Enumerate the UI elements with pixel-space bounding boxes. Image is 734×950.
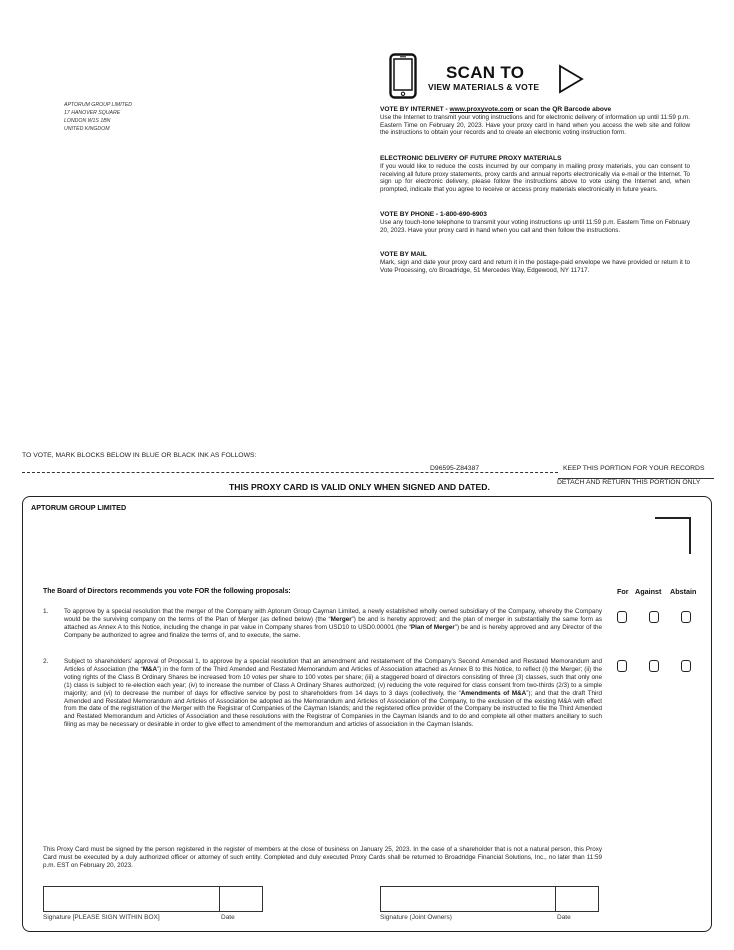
signature-label: Signature [PLEASE SIGN WITHIN BOX] <box>43 914 160 921</box>
address-line: UNITED KINGDOM <box>64 126 110 132</box>
joint-date-box[interactable] <box>555 886 599 912</box>
electronic-delivery-body: If you would like to reduce the costs incurred by our company in mailing proxy materials, you can consent to receiving all future proxy statements, proxy cards and annual reports electronically via e-mail or the Internet. To sign up for electronic delivery, please follow the instructions above to vote using the Internet and, when prompted, indicate that you agree to receive or access proxy materials electronically in future years. <box>380 163 690 193</box>
vote-phone-heading: VOTE BY PHONE - 1-800-690-6903 <box>380 211 487 218</box>
card-number: D96595-Z84387 <box>427 465 482 472</box>
electronic-delivery-heading: ELECTRONIC DELIVERY OF FUTURE PROXY MATERIALS <box>380 155 562 162</box>
proposal-2-against-oval[interactable] <box>649 660 659 672</box>
proposal-1-abstain-oval[interactable] <box>681 611 691 623</box>
company-name: APTORUM GROUP LIMITED <box>31 503 127 512</box>
board-recommendation: The Board of Directors recommends you vote FOR the following proposals: <box>43 588 291 595</box>
column-against: Against <box>635 587 662 596</box>
date-label: Date <box>221 914 235 921</box>
proposal-1-against-oval[interactable] <box>649 611 659 623</box>
joint-date-label: Date <box>557 914 571 921</box>
smartphone-icon <box>389 53 417 99</box>
vote-mail-body: Mark, sign and date your proxy card and return it in the postage-paid envelope we have provided or return it to Vote Processing, c/o Broadridge, 51 Mercedes Way, Edgewood, NY 11717. <box>380 259 690 274</box>
proposal-number: 1. <box>43 608 49 615</box>
proposal-text: To approve by a special resolution that the merger of the Company with Aptorum Group Cayman Limited, a newly established wholly owned subsidiary of the Company, whereby the Company would be the surviving company on the terms of the Plan of Merger (as defined below) (the “Merger”) be and is hereby approved; and the plan of merger in substantially the same form as attached as Annex A to this Notice, including the change in par value in Company shares from USD10 to USD0.00001 (the “Plan of Merger”) be and is hereby approved and any Director of the Company be authorized to agree and finalize the terms of, and to execute, the same. <box>64 608 602 639</box>
proposal-2-abstain-oval[interactable] <box>681 660 691 672</box>
vote-phone-body: Use any touch-tone telephone to transmit your voting instructions up until 11:59 p.m. Eastern Time on February 20, 2023. Have your proxy card in hand when you call and then follow the instructions. <box>380 219 690 234</box>
address-line: APTORUM GROUP LIMITED <box>64 102 133 108</box>
electronic-delivery-section <box>380 155 690 193</box>
column-for: For <box>617 587 629 596</box>
registration-mark <box>655 517 691 554</box>
valid-notice: THIS PROXY CARD IS VALID ONLY WHEN SIGNED AND DATED. <box>229 482 490 492</box>
address-line: LONDON W1S 1BN <box>64 118 111 124</box>
signing-instructions: This Proxy Card must be signed by the person registered in the register of members at the close of business on January 25, 2023. In the case of a shareholder that is not a natural person, this Proxy Card must be executed by a duly authorized officer or attorney of such entity. Completed and duly executed Proxy Cards shall be returned to Broadridge Financial Solutions, Inc., no later than 11:59 p.m. EST on February 20, 2023. <box>43 846 602 869</box>
proposal-text: Subject to shareholders’ approval of Proposal 1, to approve by a special resolution that an amendment and restatement of the Company’s Second Amended and Restated Memorandum and Articles of Association (the “M&A”) in the form of the Third Amended and Restated Memorandum and Articles of Association attached as Annex B to this Notice, to reflect (i) the Merger; (ii) the voting rights of the Class B Ordinary Shares be increased from 10 votes per share to 100 votes per share; (iii) a staggered board of directors consisting of three (3) classes, such that only one (1) class is subject to re-election each year; (iv) to increase the number of Class A Ordinary Shares authorized; (v) reducing the vote required for class consent from two-thirds (2/3) to a simple majority; and (vi) to decrease the number of days for effective service by post to shareholders from 14 days to 3 days (collectively, the “Amendments of M&A”); and that the draft Third Amended and Restated Memorandum and Articles of Association be adopted as the Memorandum and Articles of Association of the Company, to the exclusion of the existing M&A with effect from the date of the registration of the Merger with the Registrar of Companies of the Cayman Islands; and the registered office provider of the Company be instructed to file the Third Amended and Restated Memorandum and Articles of Association and these resolutions with the Registrar of Companies in the Cayman Islands and to do and complete all other matters ancillary to such filing as may be necessary or desirable in order to give effect to amendment of the memorandum and articles of association in the Cayman Islands. <box>64 658 602 729</box>
scan-title: SCAN TO <box>446 63 525 82</box>
proxyvote-link[interactable]: www.proxyvote.com <box>449 106 514 113</box>
date-box[interactable] <box>219 886 263 912</box>
detach-portion-label: DETACH AND RETURN THIS PORTION ONLY <box>557 479 701 486</box>
play-arrow-icon <box>558 64 584 94</box>
vote-mail-heading: VOTE BY MAIL <box>380 251 427 258</box>
proposal-1-for-oval[interactable] <box>617 611 627 623</box>
mailing-address <box>64 101 132 133</box>
vote-internet-heading: VOTE BY INTERNET - www.proxyvote.com or scan the QR Barcode above <box>380 106 612 113</box>
marking-instructions: TO VOTE, MARK BLOCKS BELOW IN BLUE OR BLACK INK AS FOLLOWS: <box>22 452 257 459</box>
perforation-line <box>22 472 558 473</box>
vote-internet-section <box>380 106 690 137</box>
proposal-2-for-oval[interactable] <box>617 660 627 672</box>
vote-internet-body: Use the Internet to transmit your voting instructions and for electronic delivery of information up until 11:59 p.m. Eastern Time on February 20, 2023. Have your proxy card in hand when you access the web site and follow the instructions to obtain your records and to create an electronic voting instruction form. <box>380 114 690 137</box>
proposal-number: 2. <box>43 658 49 665</box>
keep-portion-label: KEEP THIS PORTION FOR YOUR RECORDS <box>563 465 705 472</box>
vote-mail-section <box>380 251 690 274</box>
scan-subtitle: VIEW MATERIALS & VOTE <box>428 82 540 92</box>
vote-phone-section <box>380 211 690 234</box>
joint-signature-label: Signature (Joint Owners) <box>380 914 452 921</box>
address-line: 17 HANOVER SQUARE <box>64 110 121 116</box>
column-abstain: Abstain <box>670 587 697 596</box>
